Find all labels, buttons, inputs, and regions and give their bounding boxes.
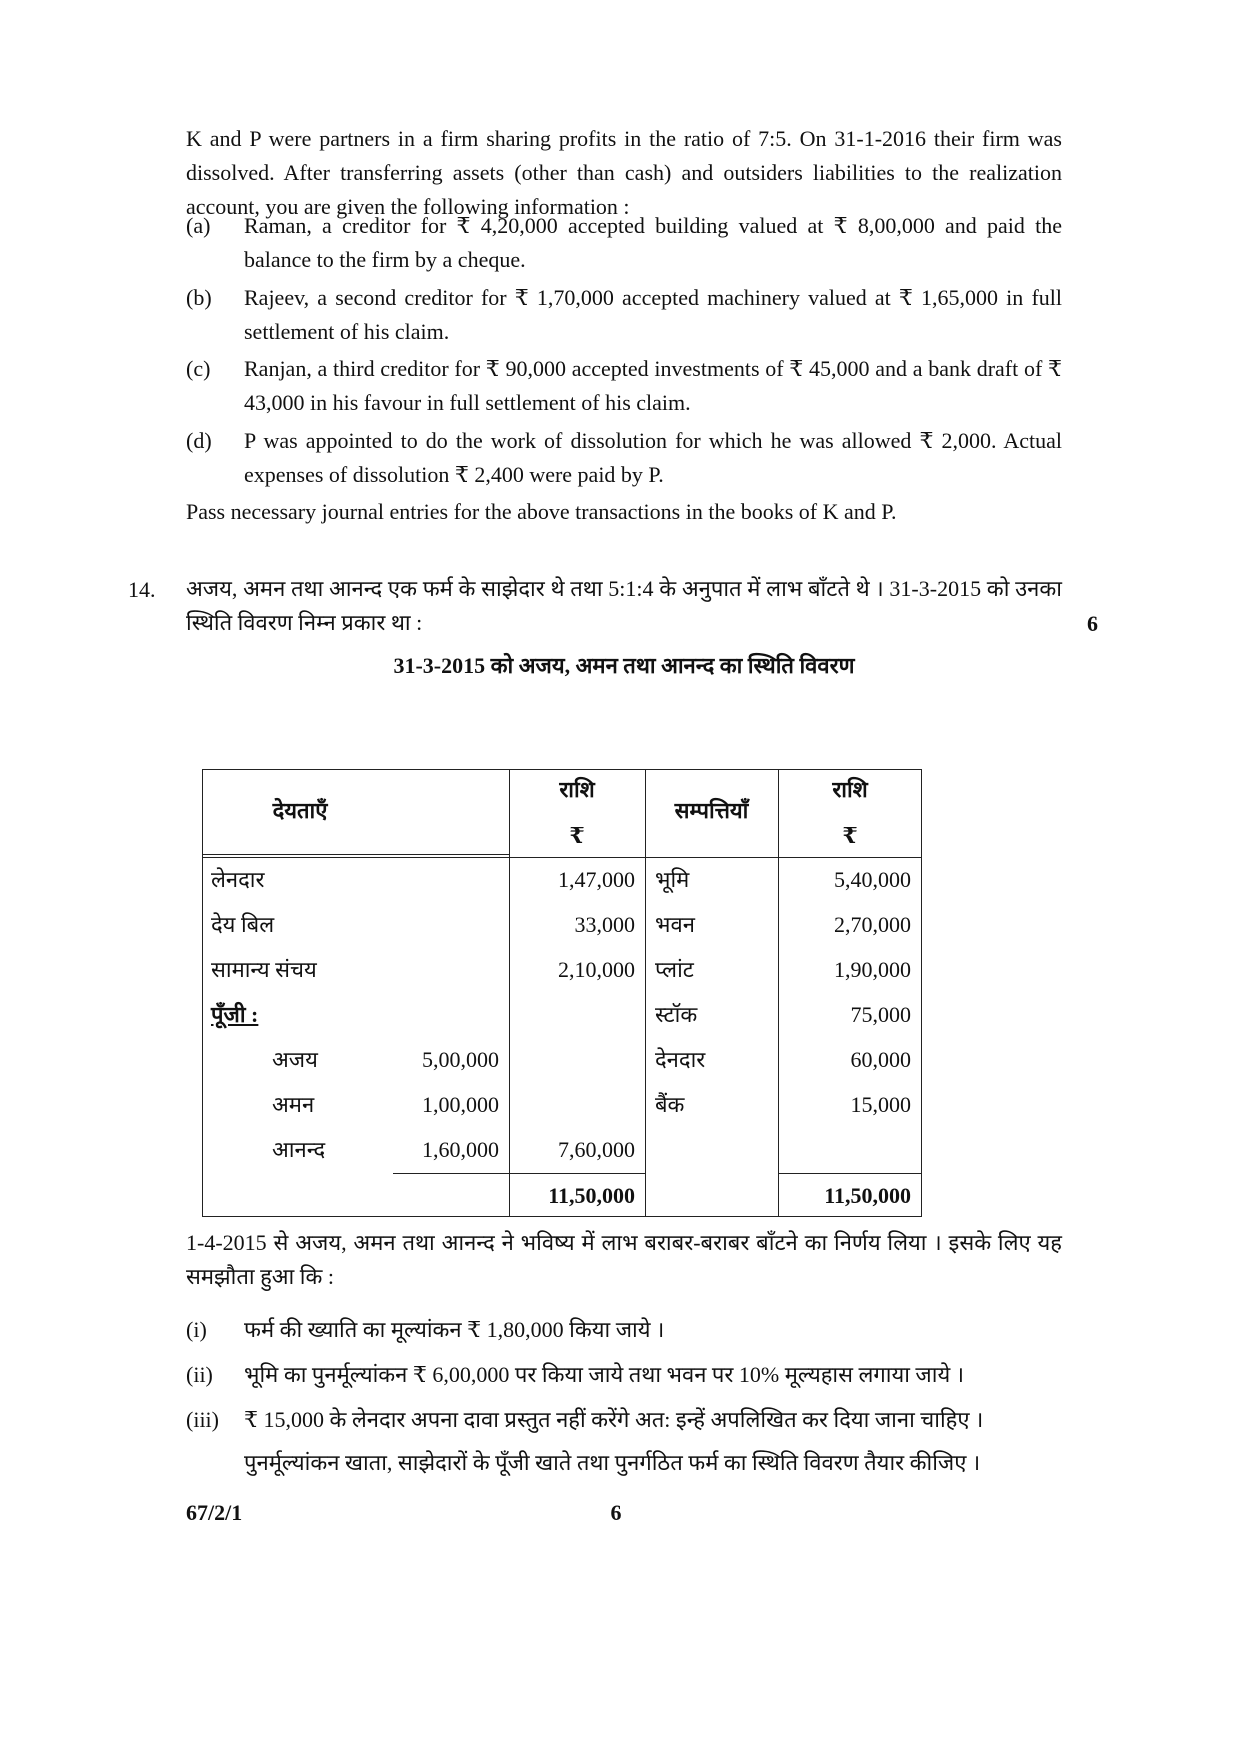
asset-amount: 1,90,000 <box>834 957 911 982</box>
asset-amount: 75,000 <box>850 1002 911 1027</box>
asset-amount: 15,000 <box>850 1092 911 1117</box>
header-liabilities: देयताएँ <box>272 798 328 823</box>
header-rupee: ₹ <box>569 823 585 848</box>
capital-label-text: पूँजी : <box>211 1002 259 1027</box>
table-title: 31-3-2015 को अजय, अमन तथा आनन्द का स्थिति विवरण <box>393 653 855 678</box>
liability-amount: 33,000 <box>574 912 635 937</box>
total-assets: 11,50,000 <box>824 1183 911 1208</box>
condition-text: भूमि का पुनर्मूल्यांकन ₹ 6,00,000 पर किया जाये तथा भवन पर 10% मूल्यहास लगाया जाये । <box>244 1362 965 1387</box>
condition-text: ₹ 15,000 के लेनदार अपना दावा प्रस्तुत नहीं करेंगे अत: इन्हें अपलिखित कर दिया जाना चाहिए । <box>244 1407 984 1432</box>
asset-name: भूमि <box>655 867 690 892</box>
item-text: P was appointed to do the work of dissolution for which he was allowed ₹ 2,000. Actual expenses of dissolution ₹ 2,400 were paid by P. <box>244 428 1062 487</box>
paper-code: 67/2/1 <box>186 1500 243 1525</box>
total-rule <box>778 1173 922 1174</box>
asset-amount: 60,000 <box>850 1047 911 1072</box>
capital-name: आनन्द <box>272 1137 326 1162</box>
capital-value: 1,00,000 <box>422 1092 499 1117</box>
header-rupee: ₹ <box>842 823 858 848</box>
liability-name: लेनदार <box>211 867 265 892</box>
header-amount: राशि <box>832 777 868 802</box>
total-rule <box>509 1173 645 1174</box>
capital-name: अजय <box>272 1047 318 1072</box>
header-divider <box>202 857 922 858</box>
col-divider <box>645 769 646 1217</box>
page-number: 6 <box>610 1500 622 1525</box>
liability-name: सामान्य संचय <box>211 957 317 982</box>
liability-amount: 1,47,000 <box>558 867 635 892</box>
condition-label: (ii) <box>186 1362 213 1387</box>
item-label: (a) <box>186 213 211 238</box>
condition-label: (i) <box>186 1317 207 1342</box>
asset-name: प्लांट <box>655 957 694 982</box>
q13-intro: K and P were partners in a firm sharing profits in the ratio of 7:5. On 31-1-2016 their firm was dissolved. After transferring assets (other than cash) and outsiders liabilities to the realization account, you are given the following information : <box>186 126 1062 219</box>
condition-label: (iii) <box>186 1407 219 1432</box>
item-label: (d) <box>186 428 212 453</box>
header-assets: सम्पत्तियाँ <box>674 798 749 823</box>
instruction-text: पुनर्मूल्यांकन खाता, साझेदारों के पूँजी खाते तथा पुनर्गठित फर्म का स्थिति विवरण तैयार कीजिए । <box>244 1450 981 1475</box>
liability-amount: 2,10,000 <box>558 957 635 982</box>
asset-name: बैंक <box>655 1092 685 1117</box>
header-amount: राशि <box>559 777 595 802</box>
question-number: 14. <box>128 577 156 602</box>
item-text: Ranjan, a third creditor for ₹ 90,000 accepted investments of ₹ 45,000 and a bank draft of ₹ 43,000 in his favour in full settlement of his claim. <box>244 356 1062 415</box>
asset-amount: 5,40,000 <box>834 867 911 892</box>
item-text: Rajeev, a second creditor for ₹ 1,70,000 accepted machinery valued at ₹ 1,65,000 in full settlement of his claim. <box>244 285 1062 344</box>
capital-label <box>211 1001 258 1029</box>
item-label: (c) <box>186 356 211 381</box>
condition-text: फर्म की ख्याति का मूल्यांकन ₹ 1,80,000 किया जाये । <box>244 1317 665 1342</box>
capital-value: 1,60,000 <box>422 1137 499 1162</box>
item-label: (b) <box>186 285 212 310</box>
asset-amount: 2,70,000 <box>834 912 911 937</box>
capital-name: अमन <box>272 1092 315 1117</box>
liability-name: देय बिल <box>211 912 275 937</box>
asset-name: स्टॉक <box>655 1002 698 1027</box>
marks: 6 <box>1087 611 1098 636</box>
asset-name: देनदार <box>655 1047 706 1072</box>
q14-after-text: 1-4-2015 से अजय, अमन तथा आनन्द ने भविष्य में लाभ बराबर-बराबर बाँटने का निर्णय लिया । इसके लिए यह समझौता हुआ कि : <box>186 1230 1062 1289</box>
q13-instruction: Pass necessary journal entries for the above transactions in the books of K and P. <box>186 499 897 524</box>
item-text: Raman, a creditor for ₹ 4,20,000 accepted building valued at ₹ 8,00,000 and paid the balance to the firm by a cheque. <box>244 213 1062 272</box>
asset-name: भवन <box>655 912 695 937</box>
capital-value: 5,00,000 <box>422 1047 499 1072</box>
capital-total: 7,60,000 <box>558 1137 635 1162</box>
total-liabilities: 11,50,000 <box>548 1183 635 1208</box>
capital-rule <box>393 1173 509 1174</box>
q14-intro: अजय, अमन तथा आनन्द एक फर्म के साझेदार थे तथा 5:1:4 के अनुपात में लाभ बाँटते थे । 31-3-2015 को उनका स्थिति विवरण निम्न प्रकार था : <box>186 576 1062 635</box>
